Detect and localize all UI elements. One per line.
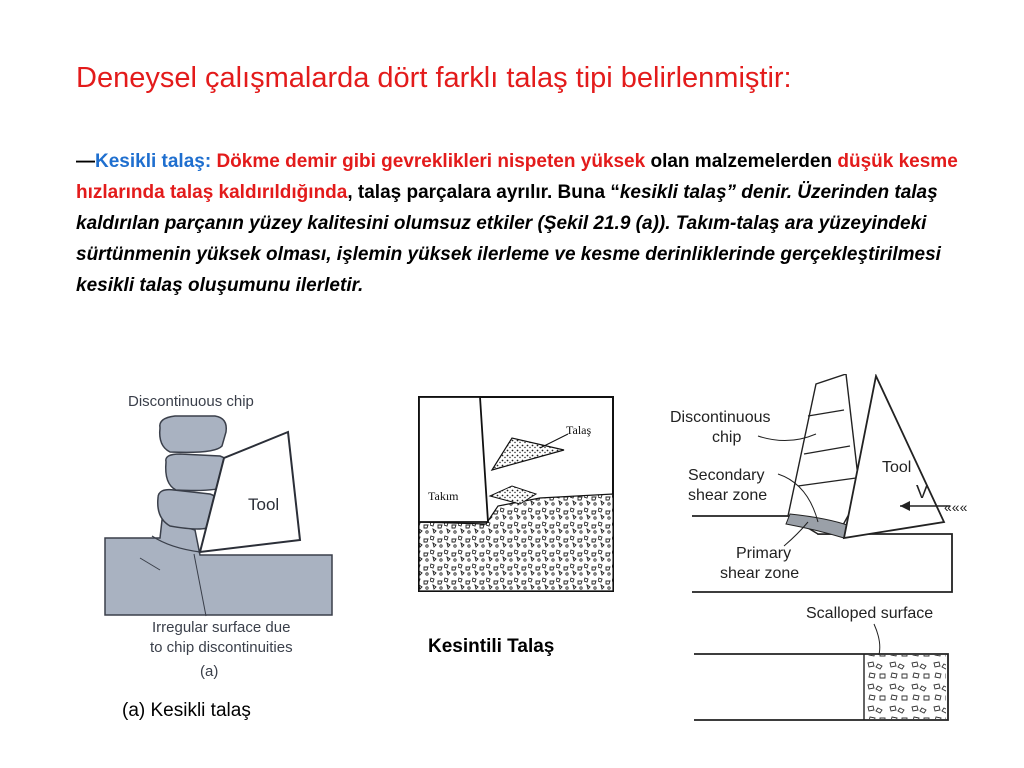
text-olan: olan malzemelerden xyxy=(645,151,838,172)
figure-a-discontinuous-chip xyxy=(100,380,340,690)
label-tool-c: Tool xyxy=(882,459,912,476)
tool-b xyxy=(419,397,488,522)
label-primary-2: shear zone xyxy=(720,565,800,582)
label-secondary-2: shear zone xyxy=(688,487,768,504)
label-scalloped: Scalloped surface xyxy=(806,605,934,622)
highlight-dusuk-hiz: düşük kesme hızlarında talaş kaldırıldığında xyxy=(76,151,958,203)
label-takim: Takım xyxy=(428,489,459,503)
scalloped-surface-grains xyxy=(864,655,946,719)
label-irregular-surface-2: to chip discontinuities xyxy=(150,639,293,656)
label-tool-a: Tool xyxy=(248,495,280,514)
label-irregular-surface-1: Irregular surface due xyxy=(152,619,291,636)
tool-c xyxy=(844,376,944,538)
body-paragraph xyxy=(76,146,976,301)
label-disc-chip-2: chip xyxy=(712,429,742,446)
label-a: (a) xyxy=(200,663,219,680)
caption-kesintili-talas: Kesintili Talaş xyxy=(428,636,555,657)
figure-b-kesintili-talas xyxy=(416,394,616,594)
text-italic-definition: kesikli talaş” denir. Üzerinden talaş kaldırılan parçanın yüzey kalitesini olumsuz etkiler (Şekil 21.9 (a)). Takım-talaş ara yüzeyindeki sürtünmenin yüksek olması, işlemin yüksek ilerleme ve kesme derinliklerinde gerçekleştirilmesi kesikli talaş oluşumunu ilerletir. xyxy=(76,182,941,296)
label-primary-1: Primary xyxy=(736,545,792,562)
label-secondary-1: Secondary xyxy=(688,467,765,484)
caption-kesikli-talas: (a) Kesikli talaş xyxy=(122,700,251,721)
highlight-dokme-demir: Dökme demir gibi gevreklikleri nispeten yüksek xyxy=(216,151,646,172)
label-discontinuous-chip: Discontinuous chip xyxy=(128,393,254,410)
text-parcalara: , talaş parçalara ayrılır. Buna “ xyxy=(347,182,620,203)
label-talas: Talaş xyxy=(566,423,592,437)
em-dash: — xyxy=(76,151,95,172)
chip-segment-1 xyxy=(160,416,227,452)
term-kesikli-talas: Kesikli talaş: xyxy=(95,151,217,172)
label-v: V xyxy=(916,482,929,502)
velocity-arrows-icon: ««« xyxy=(944,499,968,515)
figure-c-chip-zones xyxy=(668,374,968,724)
slide-title: Deneysel çalışmalarda dört farklı talaş tipi belirlenmiştir: xyxy=(76,62,792,94)
label-disc-chip-1: Discontinuous xyxy=(670,409,771,426)
